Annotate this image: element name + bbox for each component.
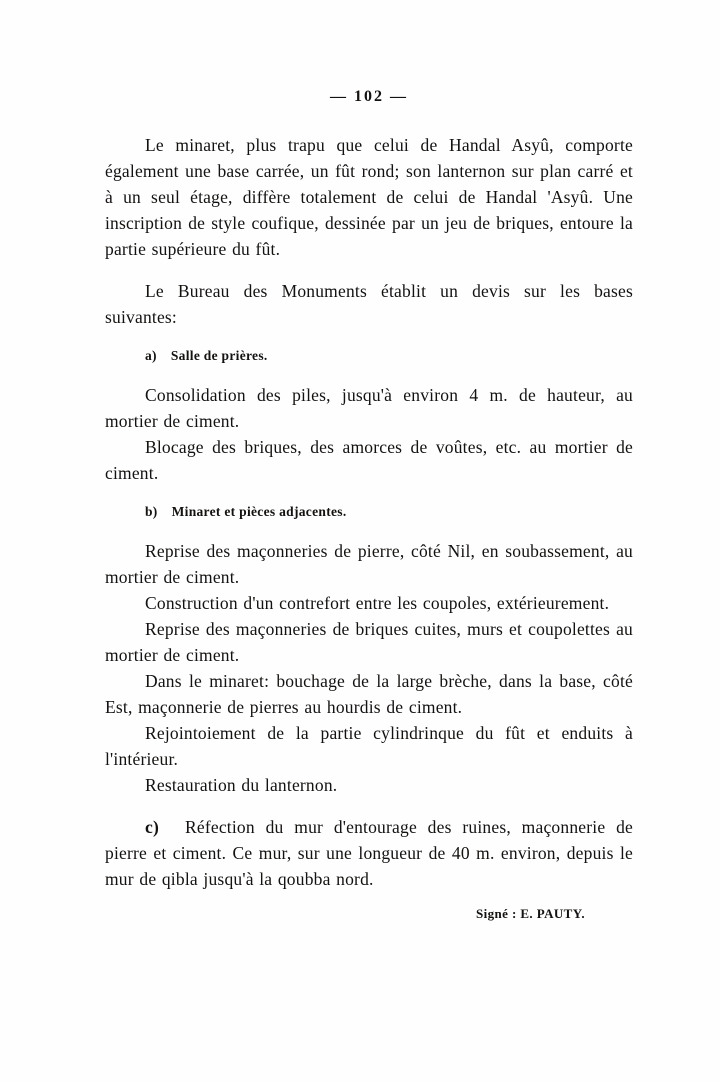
- paragraph-consolidation: Consolidation des piles, jusqu'à environ 4 m. de hauteur, au mortier de ciment.: [105, 385, 633, 431]
- paragraph-bouchage-breche: Dans le minaret: bouchage de la large brèche, dans la base, côté Est, maçonnerie de pierres au hourdis de ciment.: [105, 671, 633, 717]
- section-a-title: Salle de prières.: [170, 348, 268, 363]
- section-heading-b: [145, 504, 633, 520]
- paragraph-restauration-lanternon: Restauration du lanternon.: [145, 775, 338, 795]
- paragraph-reprise-pierre: Reprise des maçonneries de pierre, côté Nil, en soubassement, au mortier de ciment.: [105, 541, 633, 587]
- paragraph-blocage: Blocage des briques, des amorces de voûtes, etc. au mortier de ciment.: [105, 437, 633, 483]
- paragraph-refection-mur: [105, 814, 633, 892]
- text-column: [105, 0, 633, 922]
- paragraph-rejointoiement: Rejointoiement de la partie cylindrinque du fût et enduits à l'intérieur.: [105, 723, 633, 769]
- section-a-label: a): [145, 348, 157, 363]
- paragraph-bureau-devis: Le Bureau des Monuments établit un devis sur les bases suivantes:: [105, 281, 633, 327]
- paragraph-minaret-description: Le minaret, plus trapu que celui de Handal Asyû, comporte également une base carrée, un fût rond; son lanternon sur plan carré et à un seul étage, diffère totalement de celui de Handal 'Asyû. Une inscription de style coufique, dessinée par un jeu de briques, entoure la partie supérieure du fût.: [105, 135, 633, 259]
- section-b-title: Minaret et pièces adjacentes.: [171, 504, 347, 519]
- paragraph-reprise-briques: Reprise des maçonneries de briques cuites, murs et coupolettes au mortier de ciment.: [105, 619, 633, 665]
- page-number: — 102 —: [330, 88, 408, 105]
- section-heading-a: [145, 348, 633, 364]
- section-c-label: c): [145, 817, 159, 837]
- signature-line: Signé : E. PAUTY.: [475, 906, 585, 921]
- paragraph-contrefort: Construction d'un contrefort entre les coupoles, extérieurement.: [145, 593, 610, 613]
- section-b-label: b): [145, 504, 158, 519]
- section-c-text: Réfection du mur d'entourage des ruines, maçonnerie de pierre et ciment. Ce mur, sur une longueur de 40 m. environ, depuis le mur de qibla jusqu'à la qoubba nord.: [105, 817, 633, 889]
